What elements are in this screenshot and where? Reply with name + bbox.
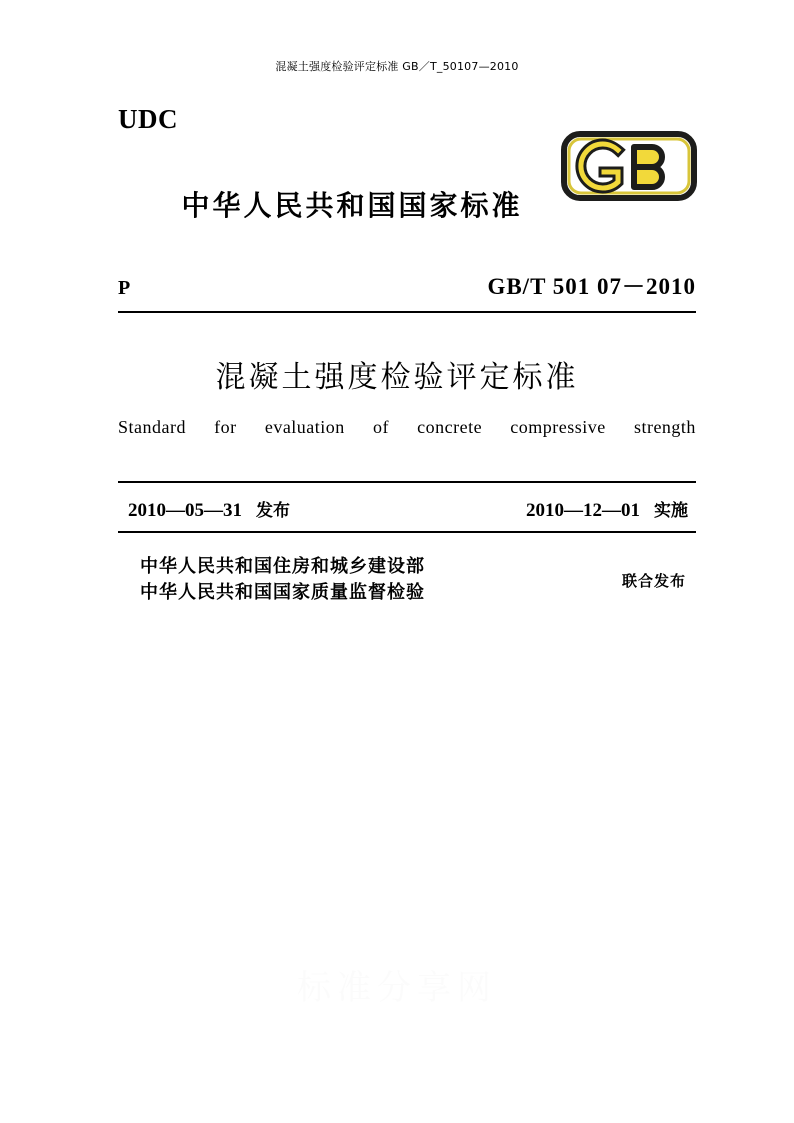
document-title-en xyxy=(118,417,696,438)
title-en-word: of xyxy=(372,417,389,437)
issue-date-cell xyxy=(128,496,290,522)
divider-middle xyxy=(118,481,696,483)
title-en-word: strength xyxy=(633,417,696,437)
divider-bottom xyxy=(118,531,696,533)
classification-code: P xyxy=(118,277,131,299)
issuers-block xyxy=(140,554,696,606)
joint-issue-label: 联合发布 xyxy=(621,572,686,590)
udc-label: UDC xyxy=(118,104,178,134)
title-en-word: for xyxy=(214,417,237,437)
divider-top xyxy=(118,311,696,313)
effective-label: 实施 xyxy=(654,501,688,521)
running-header: 混凝土强度检验评定标准 GB／T_50107—2010 xyxy=(275,60,519,73)
title-en-word: compressive xyxy=(510,417,606,437)
issuer-line: 中华人民共和国国家质量监督检验 xyxy=(140,582,425,604)
issuer-names xyxy=(140,554,425,606)
standard-org-title: 中华人民共和国国家标准 xyxy=(181,189,523,222)
effective-date: 2010—12—01 xyxy=(526,500,640,521)
standard-number: GB/T 501 07－2010 xyxy=(487,274,696,299)
effective-date-cell xyxy=(526,496,688,522)
document-title-cn: 混凝土强度检验评定标准 xyxy=(215,360,579,395)
issue-label: 发布 xyxy=(256,501,290,521)
title-en-word: Standard xyxy=(118,417,186,437)
title-en-word: concrete xyxy=(417,417,483,437)
watermark-text: 标准分享网 xyxy=(297,968,497,1008)
title-en-word: evaluation xyxy=(264,417,345,437)
dates-row xyxy=(128,496,688,522)
issuer-line: 中华人民共和国住房和城乡建设部 xyxy=(140,556,425,577)
standard-code-row xyxy=(118,268,696,301)
issue-date: 2010—05—31 xyxy=(128,500,242,521)
